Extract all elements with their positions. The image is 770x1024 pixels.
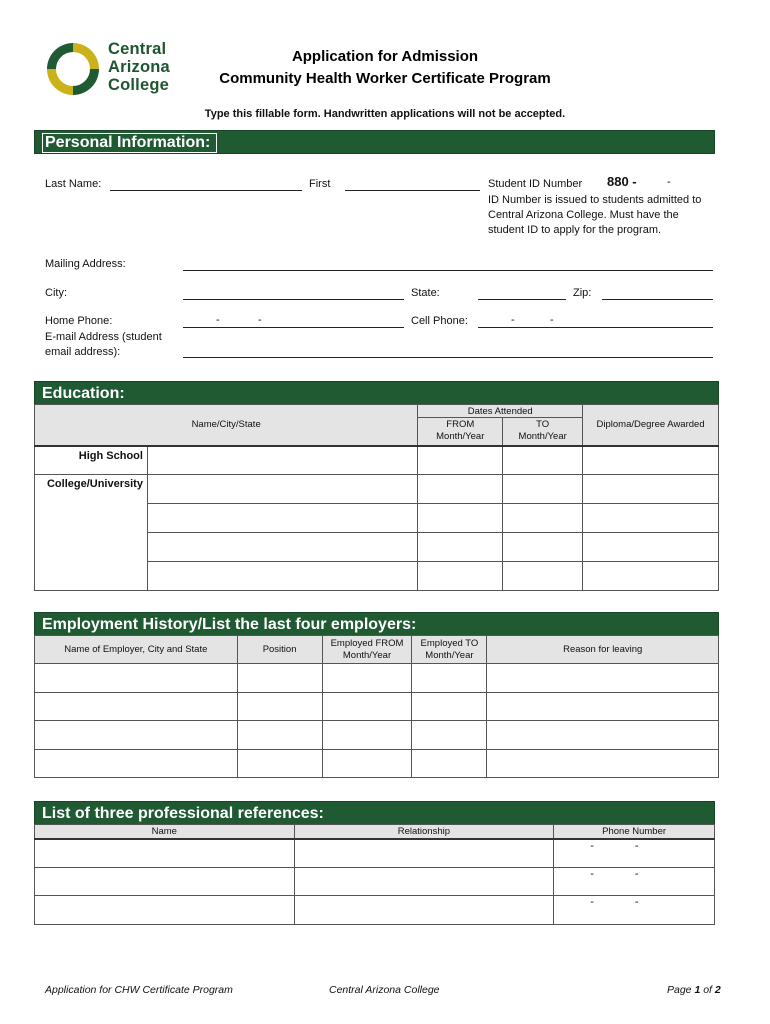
table-row [35,750,719,778]
ref-phone-dash: - [590,839,594,852]
cell-phone-dash-2: - [550,314,554,326]
footer-center: Central Arizona College [329,984,440,996]
edu-cell[interactable] [503,562,583,591]
references-header [34,801,715,825]
employment-title: Employment History/List the last four employers: [42,616,417,633]
emp-cell[interactable] [322,693,412,721]
employment-header [34,612,719,636]
education-header [34,381,719,405]
table-row [35,475,719,504]
emp-cell[interactable] [412,664,487,693]
table-row [35,896,715,925]
edu-cell[interactable] [503,475,583,504]
emp-col-reason: Reason for leaving [487,636,719,664]
id-note-line-2: Central Arizona College. Must have the [488,209,679,221]
id-note-line-3: student ID to apply for the program. [488,224,662,236]
first-name-field[interactable] [345,190,480,191]
emp-col-to-label: Employed TO [420,637,479,649]
home-phone-field[interactable] [183,327,404,328]
edu-cell[interactable] [147,504,417,533]
emp-col-to-sub: Month/Year [425,649,474,661]
edu-col-to-sub: Month/Year [518,431,567,443]
edu-cell[interactable] [503,533,583,562]
emp-cell[interactable] [237,750,322,778]
emp-cell[interactable] [322,721,412,750]
emp-cell[interactable] [487,693,719,721]
emp-cell[interactable] [487,721,719,750]
edu-col-name: Name/City/State [35,405,418,446]
ref-phone-dash: - [634,868,639,880]
zip-field[interactable] [602,299,713,300]
first-name-label: First [309,178,331,190]
emp-col-employer: Name of Employer, City and State [35,636,238,664]
emp-cell[interactable] [322,750,412,778]
student-id-prefix: 880 - [607,174,637,189]
cell-phone-label: Cell Phone: [411,315,468,327]
ref-cell[interactable] [294,839,554,868]
emp-cell[interactable] [237,664,322,693]
ref-col-name: Name [35,825,295,839]
emp-cell[interactable] [237,721,322,750]
page-prefix: Page [667,984,695,996]
emp-cell[interactable] [35,750,238,778]
page-title: Application for Admission [291,48,479,65]
emp-cell[interactable] [412,693,487,721]
state-label: State: [411,287,440,299]
ref-phone-dash: - [590,896,594,908]
personal-info-header [34,130,715,154]
references-title: List of three professional references: [42,805,324,822]
city-field[interactable] [183,299,404,300]
form-instruction: Type this fillable form. Handwritten applications will not be accepted. [204,108,566,120]
emp-col-from [322,636,412,664]
id-note-line-1: ID Number is issued to students admitted to [488,194,702,206]
emp-cell[interactable] [412,750,487,778]
college-label: College/University [35,475,148,591]
edu-cell[interactable] [503,446,583,475]
page-indicator [667,984,721,996]
edu-cell[interactable] [147,533,417,562]
edu-cell[interactable] [418,533,503,562]
emp-col-from-sub: Month/Year [342,649,392,661]
edu-cell[interactable] [418,562,503,591]
edu-col-from-label: FROM [446,419,475,431]
edu-col-from [418,418,503,446]
education-table [34,404,719,591]
last-name-field[interactable] [110,190,302,191]
ref-cell[interactable] [35,839,295,868]
table-row [35,693,719,721]
ref-cell[interactable] [35,896,295,925]
edu-cell[interactable] [583,475,719,504]
education-title: Education: [42,385,125,402]
mailing-address-field[interactable] [183,270,713,271]
references-table [34,824,715,925]
ref-phone-cell[interactable] [554,896,715,925]
page-of: of [700,984,715,996]
ref-col-relationship: Relationship [294,825,554,839]
city-label: City: [45,287,67,299]
ref-cell[interactable] [294,868,554,896]
edu-cell[interactable] [583,446,719,475]
edu-cell[interactable] [503,504,583,533]
cell-phone-field[interactable] [478,327,713,328]
edu-cell[interactable] [583,533,719,562]
cell-phone-dash-1: - [511,314,515,326]
ref-phone-cell[interactable] [554,868,715,896]
personal-info-title: Personal Information: [42,133,217,153]
page-number: 1 [694,984,701,996]
ref-phone-dash: - [634,839,639,852]
table-row [35,664,719,693]
table-row [35,446,719,475]
employment-table [34,635,719,778]
home-phone-dash-1: - [216,314,220,326]
state-field[interactable] [478,299,566,300]
emp-cell[interactable] [412,721,487,750]
ref-phone-dash: - [634,896,639,908]
email-field[interactable] [183,357,713,358]
student-id-label: Student ID Number [488,178,583,190]
emp-cell[interactable] [322,664,412,693]
emp-col-to [412,636,487,664]
emp-cell[interactable] [35,693,238,721]
emp-col-position: Position [237,636,322,664]
emp-cell[interactable] [237,693,322,721]
ref-phone-dash: - [590,868,594,880]
page-subtitle: Community Health Worker Certificate Program [219,70,551,87]
edu-col-dates: Dates Attended [418,405,583,418]
edu-cell[interactable] [583,504,719,533]
last-name-label: Last Name: [45,178,102,190]
home-phone-dash-2: - [258,314,262,326]
edu-col-diploma: Diploma/Degree Awarded [583,405,719,446]
email-label-line-1: E-mail Address (student [45,331,162,343]
edu-col-to-label: TO [536,419,550,431]
ref-col-phone: Phone Number [554,825,715,839]
high-school-label: High School [35,446,148,475]
emp-cell[interactable] [35,721,238,750]
ref-phone-cell[interactable] [554,839,715,868]
edu-cell[interactable] [147,475,417,504]
logo-line-2: Arizona [108,58,170,76]
edu-cell[interactable] [583,562,719,591]
edu-cell[interactable] [418,504,503,533]
page-total: 2 [714,984,721,996]
edu-cell[interactable] [418,446,503,475]
emp-cell[interactable] [487,664,719,693]
emp-cell[interactable] [487,750,719,778]
edu-col-to [503,418,583,446]
zip-label: Zip: [573,287,592,299]
table-row [35,721,719,750]
ref-cell[interactable] [35,868,295,896]
table-row [35,839,715,868]
footer-left: Application for CHW Certificate Program [45,984,233,996]
email-label-line-2: email address): [45,346,121,358]
edu-col-from-sub: Month/Year [436,431,485,443]
emp-cell[interactable] [35,664,238,693]
mailing-address-label: Mailing Address: [45,258,126,270]
logo-line-3: College [108,76,169,94]
ref-cell[interactable] [294,896,554,925]
table-row [35,868,715,896]
edu-cell[interactable] [147,446,417,475]
edu-cell[interactable] [147,562,417,591]
emp-col-from-label: Employed FROM [330,637,404,649]
home-phone-label: Home Phone: [45,315,113,327]
logo-line-1: Central [108,40,167,58]
student-id-field[interactable]: - [667,176,671,188]
edu-cell[interactable] [418,475,503,504]
